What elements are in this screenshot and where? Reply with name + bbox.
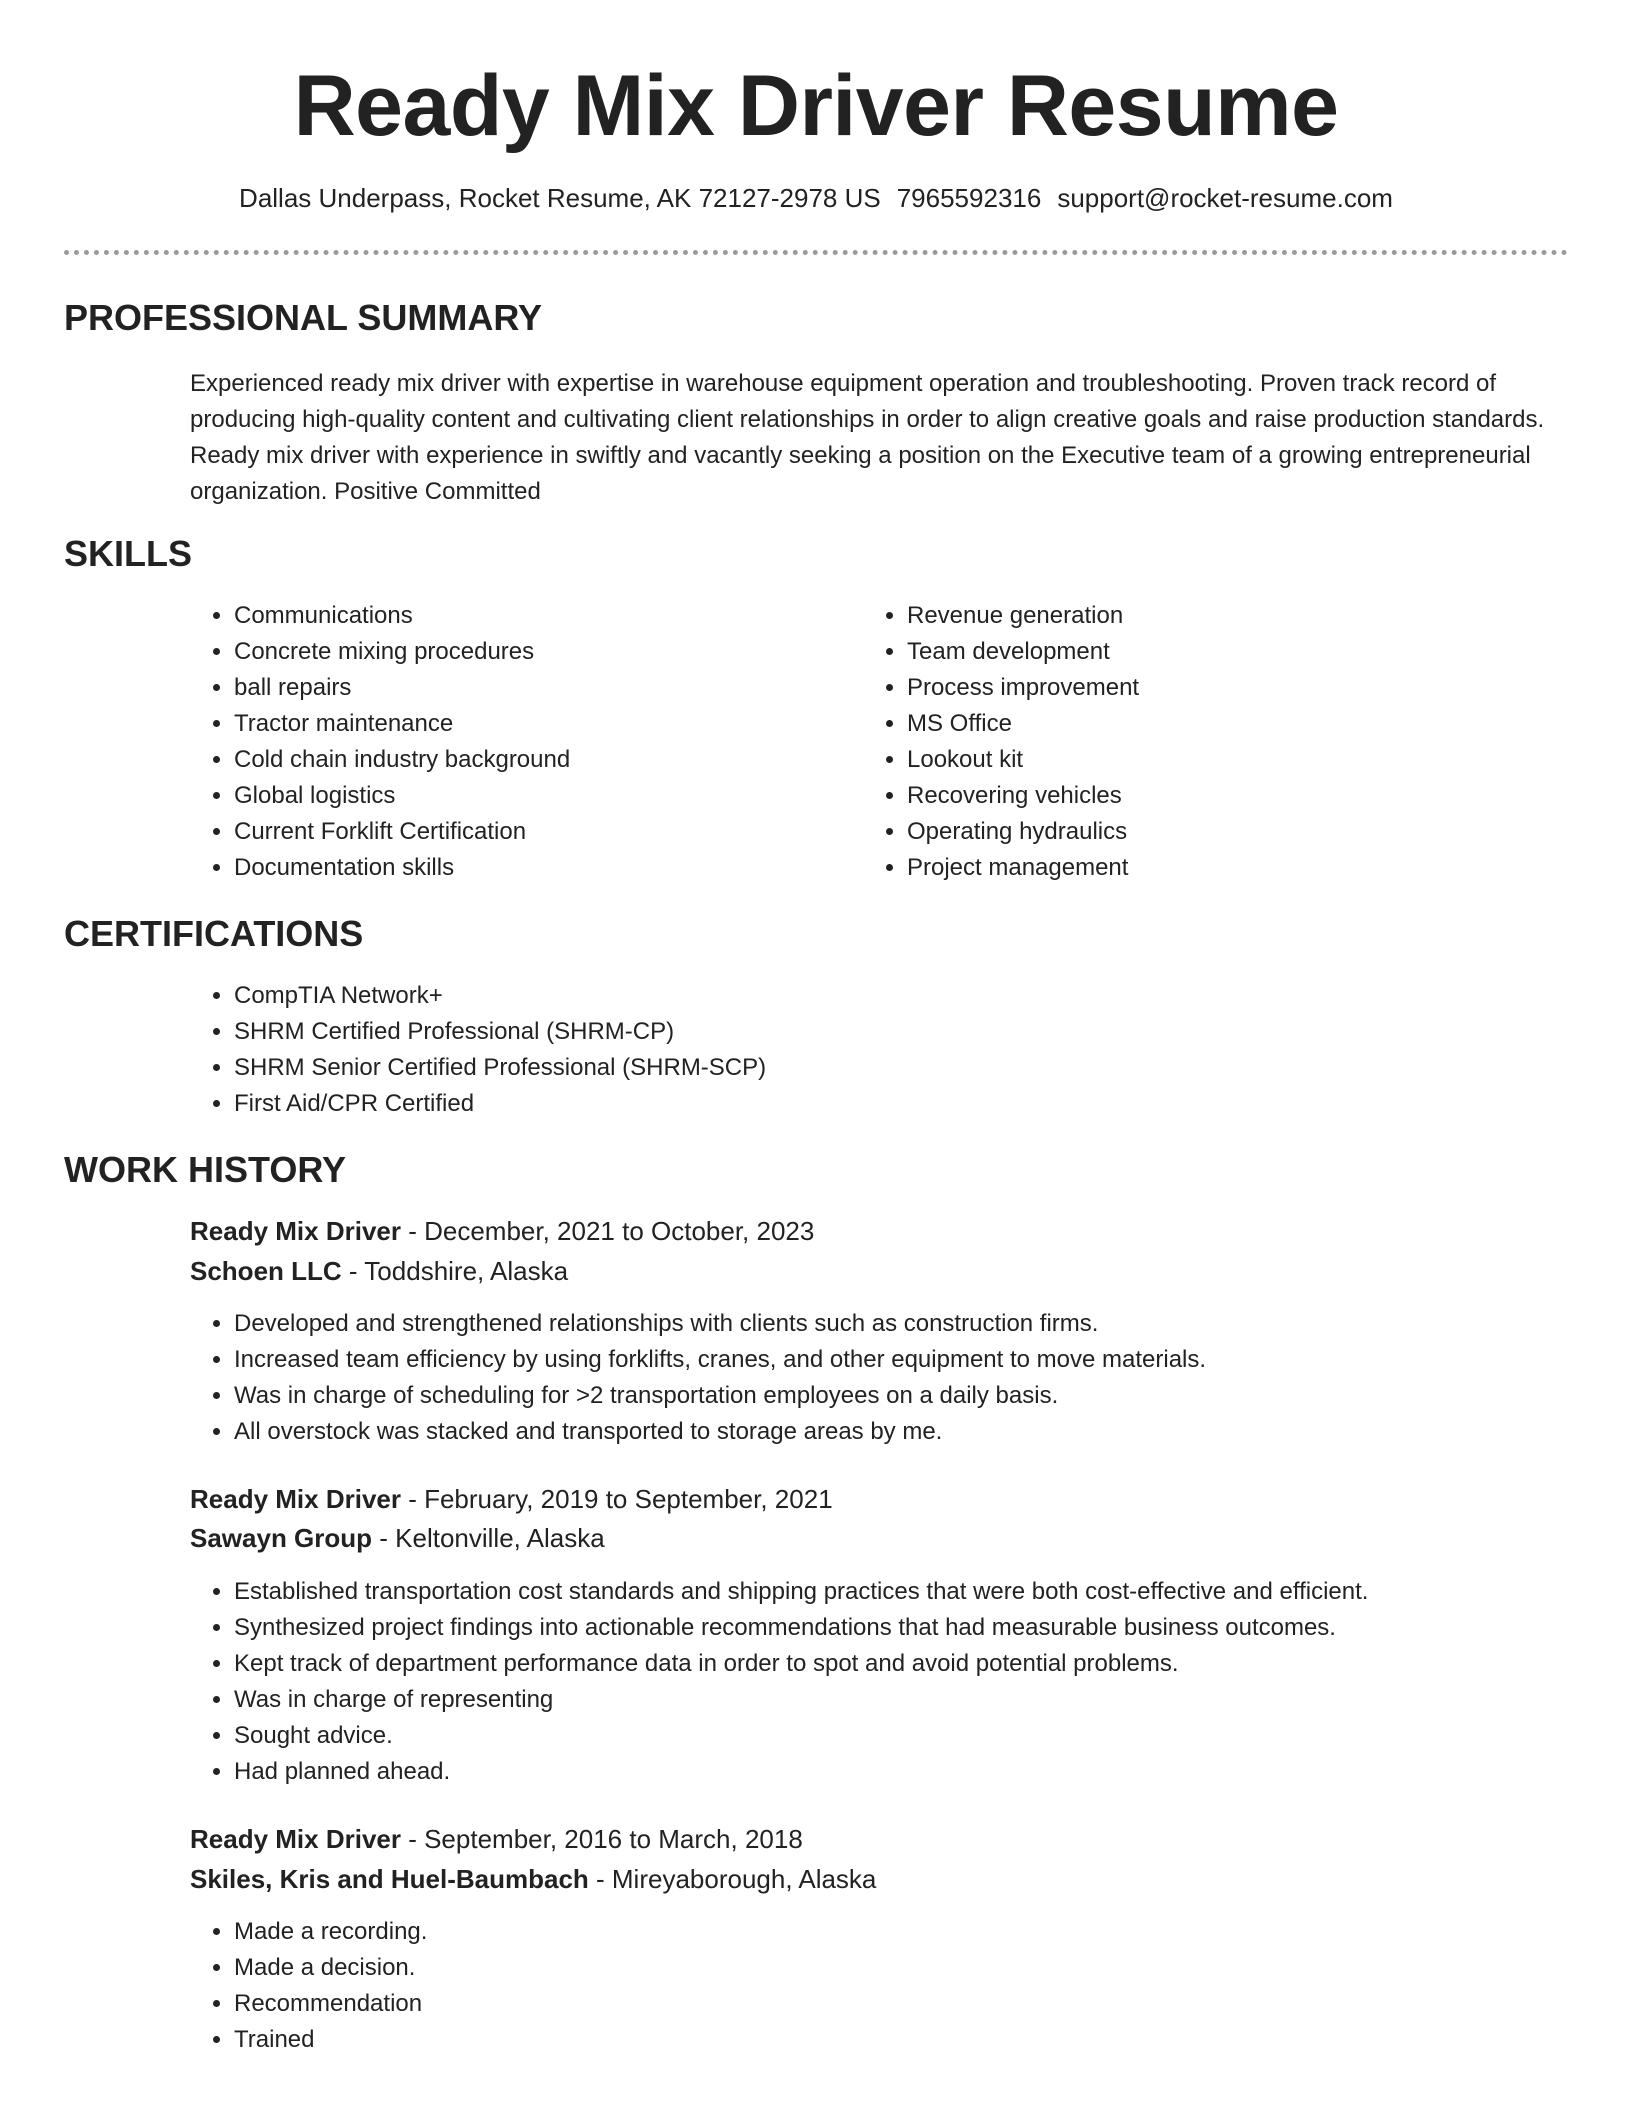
certification-item: • First Aid/CPR Certified (234, 1086, 1434, 1122)
certifications-heading: CERTIFICATIONS (64, 913, 364, 954)
job-dates: - February, 2019 to September, 2021 (400, 1484, 833, 1514)
skills-list-left (190, 598, 794, 886)
job-bullet: • Sought advice. (234, 1718, 1614, 1754)
job-company: Sawayn Group (190, 1523, 373, 1553)
page-title: Ready Mix Driver Resume (293, 58, 1339, 154)
job-bullet: • Made a recording. (234, 1914, 1614, 1950)
skill-item: • Recovering vehicles (907, 778, 1467, 814)
job-location: - Mireyaborough, Alaska (588, 1864, 877, 1894)
summary-text: Experienced ready mix driver with expertise in warehouse equipment operation and troubleshooting. Proven track record of producing high-quality content and cultivating client relationships in order to align creative goals and raise production standards. Ready mix driver with experience in swiftly and vacantly seeking a position on the Executive team of a growing entrepreneurial organization. Positive Committed (190, 370, 1545, 505)
skill-item: • Documentation skills (234, 850, 794, 886)
job-location: - Keltonville, Alaska (372, 1523, 605, 1553)
skill-item: • Global logistics (234, 778, 794, 814)
skill-item: • MS Office (907, 706, 1467, 742)
job-bullet: • Synthesized project findings into actionable recommendations that had measurable business outcomes. (234, 1610, 1614, 1646)
job-bullets (190, 1914, 1614, 2058)
contact-line (0, 180, 1632, 216)
skill-item: • Revenue generation (907, 598, 1467, 634)
certification-item: • CompTIA Network+ (234, 978, 1434, 1014)
job-bullet: • Was in charge of representing (234, 1682, 1614, 1718)
job-dates: - December, 2021 to October, 2023 (400, 1216, 815, 1246)
skills-list-right (863, 598, 1467, 886)
skills-heading: SKILLS (64, 533, 193, 574)
contact-address: Dallas Underpass, Rocket Resume, AK 72127-2978 US (239, 183, 881, 213)
job-company-line (190, 1252, 568, 1290)
work-history-heading: WORK HISTORY (64, 1149, 347, 1190)
job-company: Skiles, Kris and Huel-Baumbach (190, 1864, 589, 1894)
skill-item: • Project management (907, 850, 1467, 886)
skill-item: • Process improvement (907, 670, 1467, 706)
job-bullet: • Kept track of department performance data in order to spot and avoid potential problems. (234, 1646, 1614, 1682)
job-bullets (190, 1574, 1614, 1790)
job-bullet: • Increased team efficiency by using forklifts, cranes, and other equipment to move materials. (234, 1342, 1614, 1378)
job-company: Schoen LLC (190, 1256, 342, 1286)
skill-item: • Tractor maintenance (234, 706, 794, 742)
summary-heading: PROFESSIONAL SUMMARY (64, 297, 543, 338)
job-bullet: • Developed and strengthened relationships with clients such as construction firms. (234, 1306, 1614, 1342)
job-title: Ready Mix Driver (190, 1216, 401, 1246)
job-company-line (190, 1860, 876, 1898)
job-bullet: • Made a decision. (234, 1950, 1614, 1986)
skill-item: • Current Forklift Certification (234, 814, 794, 850)
job-bullet: • Had planned ahead. (234, 1754, 1614, 1790)
job-bullet: • Trained (234, 2022, 1614, 2058)
certification-item: • SHRM Senior Certified Professional (SHRM-SCP) (234, 1050, 1434, 1086)
skill-item: • Lookout kit (907, 742, 1467, 778)
job-location: - Toddshire, Alaska (341, 1256, 569, 1286)
skill-item: • Concrete mixing procedures (234, 634, 794, 670)
job-bullet: • Was in charge of scheduling for >2 transportation employees on a daily basis. (234, 1378, 1614, 1414)
job-dates: - September, 2016 to March, 2018 (400, 1824, 803, 1854)
skill-item: • Operating hydraulics (907, 814, 1467, 850)
skill-item: • ball repairs (234, 670, 794, 706)
contact-email[interactable]: support@rocket-resume.com (1057, 183, 1393, 213)
job-bullet: • Established transportation cost standards and shipping practices that were both cost-effective and efficient. (234, 1574, 1614, 1610)
contact-phone: 7965592316 (896, 183, 1042, 213)
skill-item: • Cold chain industry background (234, 742, 794, 778)
skill-item: • Communications (234, 598, 794, 634)
job-bullets (190, 1306, 1614, 1450)
job-title-line (190, 1212, 814, 1250)
certification-item: • SHRM Certified Professional (SHRM-CP) (234, 1014, 1434, 1050)
skill-item: • Team development (907, 634, 1467, 670)
header-divider (64, 250, 1568, 255)
job-bullet: • Recommendation (234, 1986, 1614, 2022)
job-title: Ready Mix Driver (190, 1484, 401, 1514)
job-bullet: • All overstock was stacked and transported to storage areas by me. (234, 1414, 1614, 1450)
job-title: Ready Mix Driver (190, 1824, 401, 1854)
certifications-list (190, 978, 1434, 1122)
job-company-line (190, 1519, 605, 1557)
job-title-line (190, 1820, 803, 1858)
job-title-line (190, 1480, 833, 1518)
